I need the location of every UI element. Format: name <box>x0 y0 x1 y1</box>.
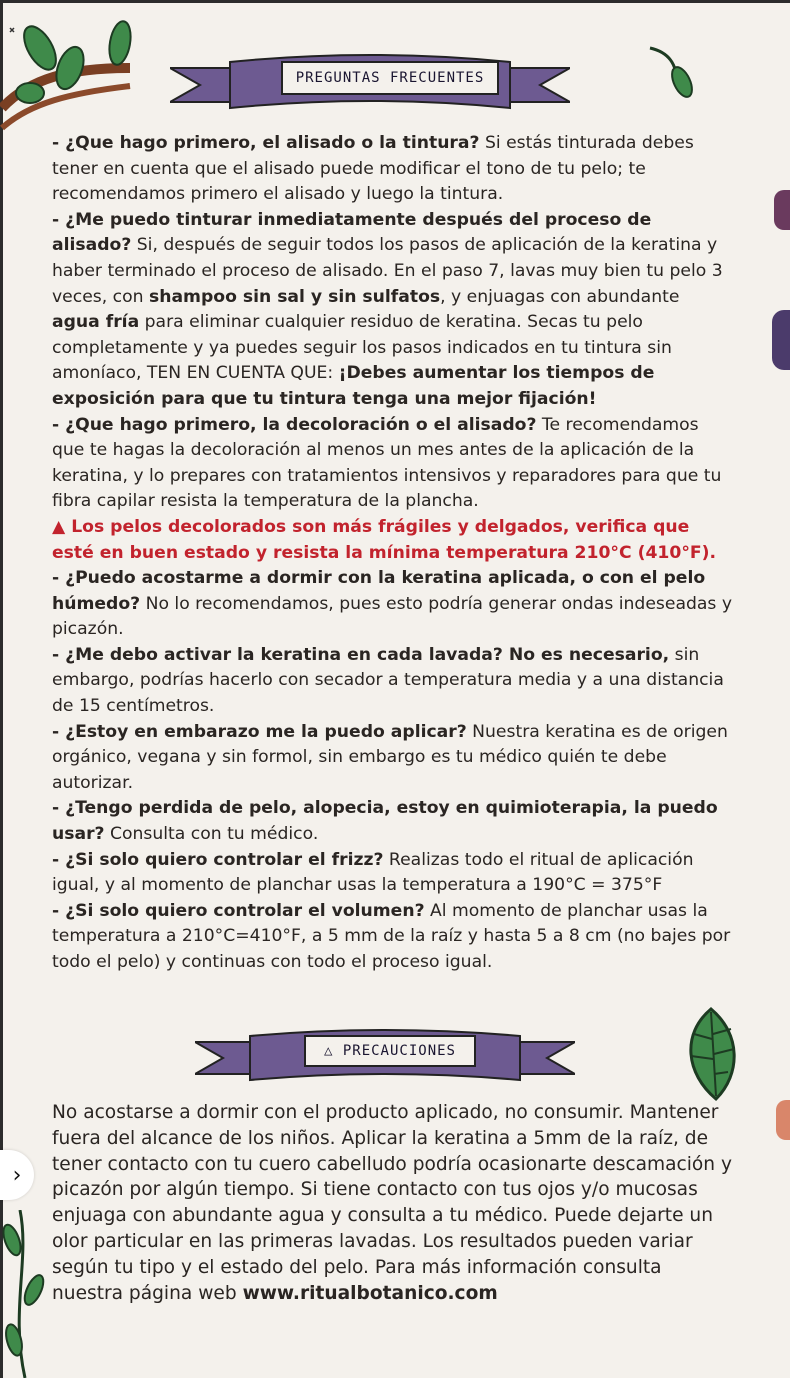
faq-item <box>52 899 732 976</box>
faq-emphasis: agua fría <box>52 312 140 333</box>
faq-answer: Si estás tinturada debes tener en cuenta que el alisado puede modificar el tono de tu pelo; te recomendamos primero el alisado y luego la tintura. <box>52 133 694 205</box>
leaf-icon <box>676 1004 746 1104</box>
faq-item <box>52 848 732 899</box>
warning-text: Los pelos decolorados son más frágiles y delgados, verifica que esté en buen estado y resista la mínima temperatura 210°C (410°F). <box>52 516 717 563</box>
faq-emphasis: shampoo sin sal y sin sulfatos <box>148 286 441 307</box>
faq-answer: Al momento de planchar usas la temperatura a 210°C=410°F, a 5 mm de la raíz y hasta 5 a 8 cm (no bajes por todo el pelo) y continuas con todo el proceso igual. <box>52 900 731 972</box>
faq-question: - ¿Tengo perdida de pelo, alopecia, estoy en quimioterapia, la puedo usar? <box>52 798 718 845</box>
flower-decoration <box>776 1100 790 1140</box>
precauciones-banner <box>195 1026 575 1090</box>
faq-question: - ¿Me puedo tinturar inmediatamente después del proceso de alisado? <box>52 209 652 256</box>
faq-answer: para eliminar cualquier residuo de keratina. Secas tu pelo completamente y ya puedes seguir los pasos indicados en tu tintura sin amoníaco, TEN EN CUENTA QUE: <box>52 312 672 384</box>
warning-triangle-icon: △ <box>323 1043 343 1059</box>
warning-triangle-icon: ▲ <box>52 516 72 537</box>
faq-emphasis: ¡Debes aumentar los tiempos de exposición para que tu tintura tenga una mejor fijación! <box>52 363 655 409</box>
faq-answer: Si, después de seguir todos los pasos de aplicación de la keratina y haber terminado el proceso de alisado. En el paso 7, lavas muy bien tu pelo 3 veces, con <box>52 235 723 307</box>
precauciones-title-text: PRECAUCIONES <box>342 1043 456 1059</box>
faq-question: - ¿Si solo quiero controlar el frizz? <box>52 849 384 870</box>
faq-item <box>52 131 732 208</box>
faq-answer: sin embargo, podrías hacerlo con secador a temperatura media y a una distancia de 15 centímetros. <box>52 644 724 717</box>
warning-note <box>52 515 732 566</box>
faq-section <box>52 131 732 976</box>
faq-item <box>52 208 732 413</box>
faq-answer: Consulta con tu médico. <box>104 824 319 845</box>
leaf-icon <box>648 44 698 104</box>
faq-answer: Nuestra keratina es de origen orgánico, vegana y sin formol, sin embargo es tu médico quién te debe autorizar. <box>52 721 728 793</box>
faq-item <box>52 720 732 797</box>
faq-banner <box>170 50 570 120</box>
faq-question: - ¿Si solo quiero controlar el volumen? <box>52 900 425 921</box>
precauciones-section <box>52 1100 732 1306</box>
faq-answer: No lo recomendamos, pues esto podría generar ondas indeseadas y picazón. <box>52 593 733 640</box>
faq-answer: Realizas todo el ritual de aplicación igual, y al momento de planchar usas la temperatura a 190°C = 375°F <box>52 849 694 896</box>
faq-question: - ¿Estoy en embarazo me la puedo aplicar? <box>52 721 467 742</box>
faq-answer: Te recomendamos que te hagas la decoloración al menos un mes antes de la aplicación de la keratina, y lo prepares con tratamientos intensivos y reparadores para que tu fibra capilar resista la temperatura de la plancha. <box>52 414 722 512</box>
precauciones-text: No acostarse a dormir con el producto aplicado, no consumir. Mantener fuera del alcance de los niños. Aplicar la keratina a 5mm de la raíz, de tener contacto con tu cuero cabelludo podría ocasionarte descamación y picazón por algún tiempo. Si tiene contacto con tus ojos y/o mucosas enjuaga con abundante agua y consulta a tu médico. Puede dejarte un olor particular en las primeras lavadas. Los resultados pueden variar según tu tipo y el estado del pelo. Para más información consulta nuestra página web <box>52 1102 732 1304</box>
faq-item <box>52 566 732 643</box>
faq-item <box>52 413 732 515</box>
faq-item <box>52 796 732 847</box>
faq-question: - ¿Puedo acostarme a dormir con la keratina aplicada, o con el pelo húmedo? <box>52 568 706 614</box>
crown-leaves-icon <box>0 8 150 148</box>
faq-question: - ¿Que hago primero, el alisado o la tintura? <box>52 133 480 153</box>
faq-banner-title: PREGUNTAS FRECUENTES <box>295 70 485 86</box>
next-arrow-icon: › <box>12 1162 22 1188</box>
vine-icon <box>0 1210 50 1378</box>
flower-decoration <box>772 310 790 370</box>
faq-question: - ¿Que hago primero, la decoloración o el alisado? <box>52 414 537 435</box>
website-link[interactable]: www.ritualbotanico.com <box>242 1282 498 1304</box>
faq-question: - ¿Me debo activar la keratina en cada lavada? No es necesario, <box>52 644 670 665</box>
precauciones-banner-title <box>305 1043 475 1059</box>
flower-decoration <box>774 190 790 230</box>
faq-answer: , y enjuagas con abundante <box>440 286 680 307</box>
faq-item <box>52 643 732 720</box>
precauciones-paragraph <box>52 1100 732 1306</box>
